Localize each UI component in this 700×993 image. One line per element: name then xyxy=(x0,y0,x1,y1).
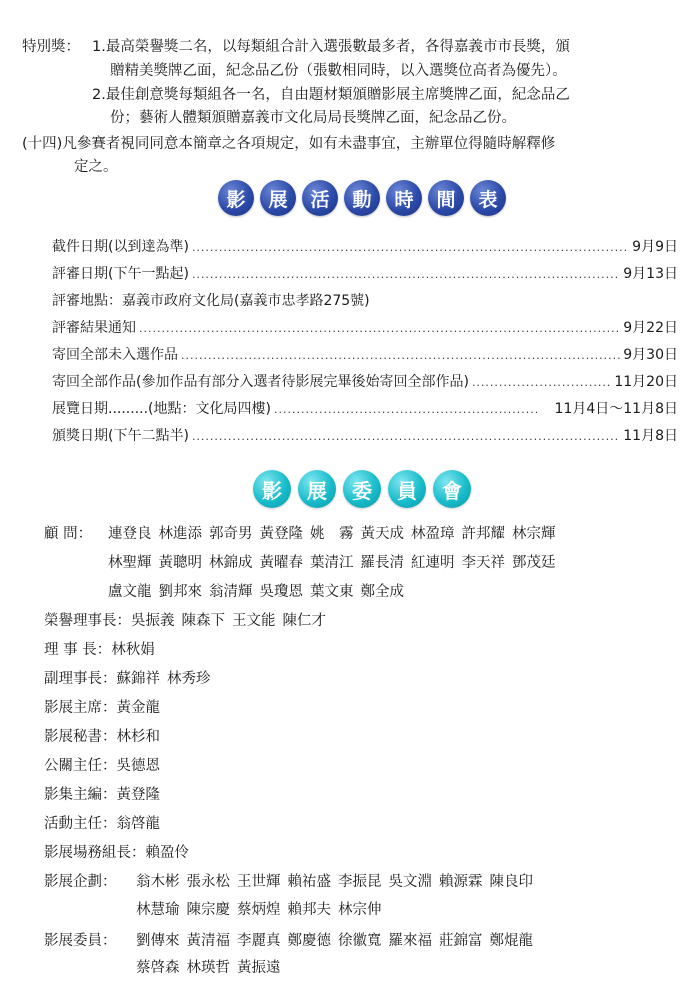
advisors-role: 顧 問： xyxy=(44,526,93,542)
schedule-title-char: 間 xyxy=(428,180,464,216)
committee-title-banner xyxy=(253,470,471,508)
person-name: 葉清江 xyxy=(310,555,354,571)
schedule-row xyxy=(52,290,678,310)
planning-role: 影展企劃： xyxy=(44,874,117,890)
schedule-row xyxy=(52,398,678,418)
person-name: 林錦成 xyxy=(209,555,253,571)
person-name: 鄧茂廷 xyxy=(512,555,556,571)
schedule-row-label: 寄回全部未入選作品 xyxy=(52,347,178,363)
activity-row xyxy=(44,814,160,834)
person-name: 張永松 xyxy=(186,874,230,890)
person-name: 賴源霖 xyxy=(439,874,483,890)
person-name: 許邦耀 xyxy=(461,526,505,542)
advisors-line1 xyxy=(108,524,563,544)
vice-chair-row xyxy=(44,669,218,689)
schedule-row-label: 頒獎日期(下午二點半) xyxy=(52,428,189,444)
person-name: 林盈璋 xyxy=(411,526,455,542)
person-name: 林宗輝 xyxy=(512,526,556,542)
schedule-title-char: 展 xyxy=(260,180,296,216)
schedule-row-date: 11月20日 xyxy=(614,374,678,390)
pr-role: 公關主任： xyxy=(44,758,117,774)
person-name: 徐徽寬 xyxy=(338,933,382,949)
person-name: 蔡啓森 xyxy=(136,960,180,976)
person-name: 劉傳來 xyxy=(136,933,180,949)
venue-row xyxy=(44,843,189,863)
committee-title-char: 影 xyxy=(253,470,291,508)
person-name: 林慧瑜 xyxy=(136,902,180,918)
person-name: 翁啓龍 xyxy=(116,816,160,832)
person-name: 陳良印 xyxy=(489,874,533,890)
schedule-row xyxy=(52,236,678,256)
person-name: 鄭全成 xyxy=(360,584,404,600)
advisors-line2 xyxy=(108,553,563,573)
pr-row xyxy=(44,756,160,776)
person-name: 王世輝 xyxy=(237,874,281,890)
dot-leader xyxy=(472,376,611,389)
person-name: 陳宗慶 xyxy=(186,902,230,918)
schedule-row-date: 11月8日 xyxy=(623,428,678,444)
person-name: 黃天成 xyxy=(360,526,404,542)
person-name: 蘇錦祥 xyxy=(116,671,160,687)
schedule-title-char: 動 xyxy=(344,180,380,216)
schedule-row-label: 評審結果通知 xyxy=(52,320,136,336)
members-role: 影展委員： xyxy=(44,933,117,949)
members-line2 xyxy=(136,958,288,978)
vice-role: 副理事長： xyxy=(44,671,117,687)
person-name: 黃聰明 xyxy=(158,555,202,571)
schedule-row-label: 寄回全部作品(參加作品有部分入選者待影展完畢後始寄回全部作品) xyxy=(52,374,469,390)
person-name: 李振昆 xyxy=(338,874,382,890)
person-name: 莊錦富 xyxy=(439,933,483,949)
rule-item14-line1: (十四)凡參賽者視同同意本簡章之各項規定，如有未盡事宜，主辦單位得隨時解釋修 xyxy=(22,136,556,152)
committee-title-char: 員 xyxy=(388,470,426,508)
planning-line1 xyxy=(136,872,540,892)
schedule-row xyxy=(52,344,678,364)
schedule-title-char: 表 xyxy=(470,180,506,216)
person-name: 王文能 xyxy=(232,613,276,629)
schedule-row-label: 截件日期(以到達為準) xyxy=(52,239,189,255)
director-role: 影展主席： xyxy=(44,700,117,716)
honorary-role: 榮譽理事長： xyxy=(44,613,131,629)
schedule-row xyxy=(52,425,678,445)
schedule-row xyxy=(52,371,678,391)
person-name: 陳仁才 xyxy=(282,613,326,629)
director-row xyxy=(44,698,160,718)
person-name: 賴邦夫 xyxy=(287,902,331,918)
person-name: 鄭焜龍 xyxy=(489,933,533,949)
person-name: 林宗伸 xyxy=(338,902,382,918)
person-name: 連登良 xyxy=(108,526,152,542)
person-name: 紅連明 xyxy=(411,555,455,571)
person-name: 郭奇男 xyxy=(209,526,253,542)
chair-role: 理 事 長： xyxy=(44,642,112,658)
secretary-role: 影展秘書： xyxy=(44,729,117,745)
schedule-title-banner xyxy=(218,180,506,216)
schedule-row-date: 11月4日～11月8日 xyxy=(554,401,678,417)
person-name: 林秋娟 xyxy=(111,642,155,658)
person-name: 李麗真 xyxy=(237,933,281,949)
venue-role: 影展場務組長： xyxy=(44,845,146,861)
person-name: 吳瓊恩 xyxy=(259,584,303,600)
special-award-label: 特別獎： xyxy=(22,39,80,55)
secretary-row xyxy=(44,727,160,747)
person-name: 林聖輝 xyxy=(108,555,152,571)
dot-leader xyxy=(139,322,620,335)
person-name: 羅來福 xyxy=(388,933,432,949)
person-name: 吳振義 xyxy=(131,613,175,629)
schedule-row-date: 9月9日 xyxy=(632,239,678,255)
person-name: 盧文龍 xyxy=(108,584,152,600)
person-name: 陳森下 xyxy=(181,613,225,629)
person-name: 林杉和 xyxy=(116,729,160,745)
person-name: 黃登隆 xyxy=(116,787,160,803)
activity-role: 活動主任： xyxy=(44,816,117,832)
planning-line2 xyxy=(136,900,389,920)
person-name: 葉文東 xyxy=(310,584,354,600)
dot-leader xyxy=(192,268,620,281)
person-name: 黃振遠 xyxy=(237,960,281,976)
person-name: 林秀珍 xyxy=(167,671,211,687)
committee-title-char: 展 xyxy=(298,470,336,508)
schedule-row-date: 9月22日 xyxy=(623,320,678,336)
rule-item1-line1: 1.最高榮譽獎二名，以每類組合計入選張數最多者，各得嘉義市市長獎，頒 xyxy=(92,39,570,55)
person-name: 羅長清 xyxy=(360,555,404,571)
person-name: 鄭慶德 xyxy=(287,933,331,949)
person-name: 劉邦來 xyxy=(158,584,202,600)
person-name: 吳德恩 xyxy=(116,758,160,774)
dot-leader xyxy=(181,349,620,362)
person-name: 吳文淵 xyxy=(388,874,432,890)
person-name: 黃曜春 xyxy=(259,555,303,571)
members-line1 xyxy=(136,931,540,951)
person-name: 姚 霧 xyxy=(310,526,354,542)
person-name: 賴盈伶 xyxy=(145,845,189,861)
dot-leader xyxy=(192,241,629,254)
committee-title-char: 會 xyxy=(433,470,471,508)
person-name: 李天祥 xyxy=(461,555,505,571)
editor-role: 影集主編： xyxy=(44,787,117,803)
schedule-row-label: 展覽日期.........(地點：文化局四樓) xyxy=(52,401,271,417)
advisors-line3 xyxy=(108,582,411,602)
editor-row xyxy=(44,785,160,805)
schedule-title-char: 時 xyxy=(386,180,422,216)
schedule-row-label: 評審日期(下午一點起) xyxy=(52,266,189,282)
schedule-row xyxy=(52,263,678,283)
rule-item1-line2: 贈精美獎牌乙面，紀念品乙份（張數相同時，以入選獎位高者為優先）。 xyxy=(110,63,567,79)
dot-leader xyxy=(192,430,620,443)
schedule-title-char: 活 xyxy=(302,180,338,216)
honorary-chair-row xyxy=(44,611,333,631)
chair-row xyxy=(44,640,155,660)
person-name: 翁清輝 xyxy=(209,584,253,600)
schedule-row-date: 9月30日 xyxy=(623,347,678,363)
committee-title-char: 委 xyxy=(343,470,381,508)
rule-item2-line1: 2.最佳創意獎每類組各一名，自由題材類頒贈影展主席獎牌乙面，紀念品乙 xyxy=(92,87,570,103)
schedule-row-label: 評審地點：嘉義市政府文化局(嘉義市忠孝路275號) xyxy=(52,293,370,309)
person-name: 林瑛哲 xyxy=(186,960,230,976)
rule-item14-line2: 定之。 xyxy=(74,159,118,175)
rule-item2-line2: 份；藝術人體類頒贈嘉義市文化局局長獎牌乙面，紀念品乙份。 xyxy=(110,110,516,126)
person-name: 黃金龍 xyxy=(116,700,160,716)
person-name: 蔡炳煌 xyxy=(237,902,281,918)
schedule-row xyxy=(52,317,678,337)
person-name: 林進添 xyxy=(158,526,202,542)
person-name: 黃清福 xyxy=(186,933,230,949)
schedule-title-char: 影 xyxy=(218,180,254,216)
dot-leader xyxy=(274,403,537,416)
person-name: 賴祐盛 xyxy=(287,874,331,890)
schedule-row-date: 9月13日 xyxy=(623,266,678,282)
person-name: 黃登隆 xyxy=(259,526,303,542)
person-name: 翁木彬 xyxy=(136,874,180,890)
